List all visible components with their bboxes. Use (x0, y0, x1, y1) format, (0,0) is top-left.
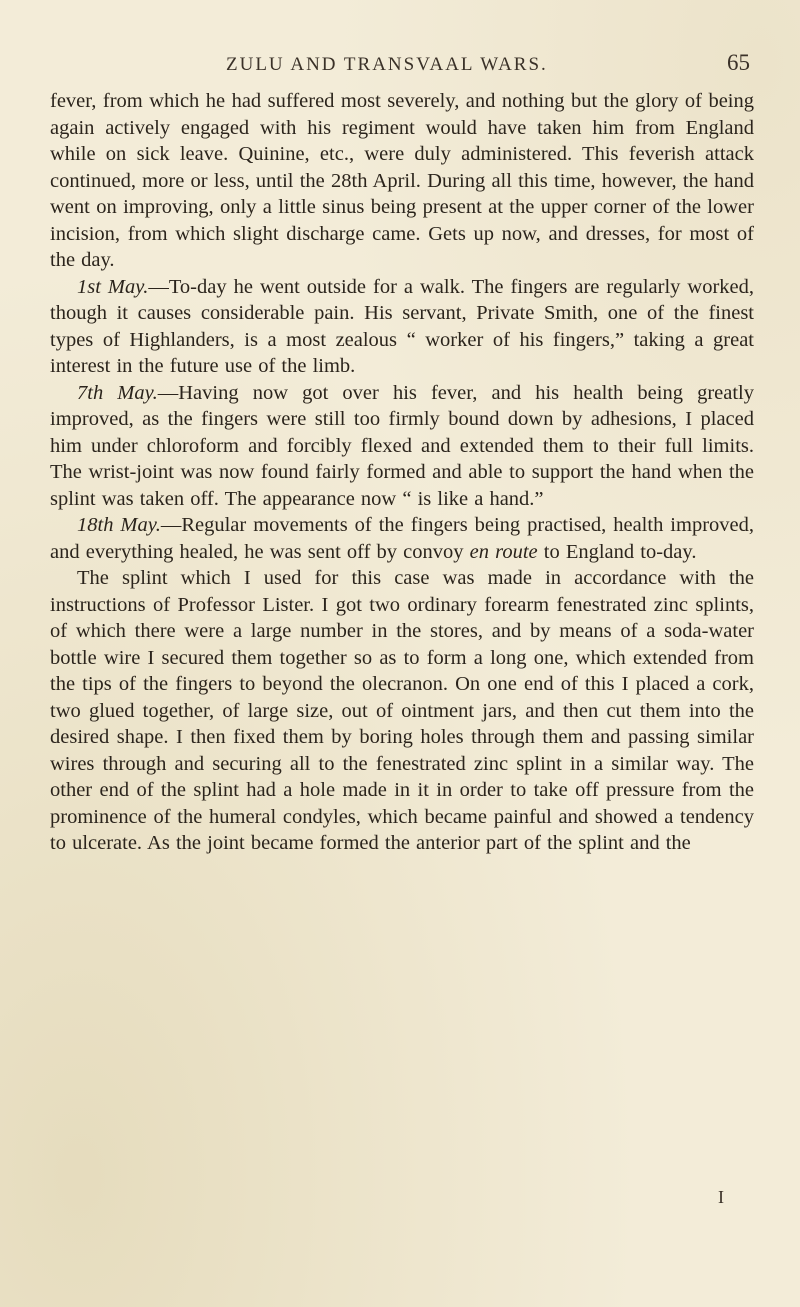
entry-date: 18th May. (77, 514, 161, 536)
paragraph-dated (50, 274, 754, 380)
entry-text: to England to-day. (537, 540, 697, 563)
entry-text: —Regular movements of the fingers being practised, health improved, and everything healed, he was sent off by convoy (50, 514, 754, 563)
paragraph: The splint which I used for this case was made in accordance with the instructions of Professor Lister. I got two ordinary forearm fenestrated zinc splints, of which there were a large number in the stores, and by means of a soda-water bottle wire I secured them together so as to form a long one, which extended from the tips of the fingers to beyond the olecranon. On one end of this I placed a cork, two glued together, of large size, out of ointment jars, and then cut them into the desired shape. I then fixed them by boring holes through them and passing similar wires through and securing all to the fenestrated zinc splint in a similar way. The other end of the splint had a hole made in it in order to take off pressure from the prominence of the humeral condyles, which became painful and showed a tendency to ulcerate. As the joint became formed the anterior part of the splint and the (50, 567, 754, 854)
paragraph-dated (50, 380, 754, 513)
entry-date: 7th May. (77, 381, 158, 404)
page-number: 65 (727, 50, 750, 75)
entry-date: 1st May. (77, 275, 149, 298)
entry-text: —To-day he went outside for a walk. The fingers are regularly worked, though it causes considerable pain. His servant, Private Smith, one of the finest types of Highlanders, is a most zealous “ worker of his fingers,” taking a great interest in the future use of the limb. (50, 275, 754, 377)
entry-text: —Having now got over his fever, and his health being greatly improved, as the fingers were still too firmly bound down by adhesions, I placed him under chloroform and forcibly flexed and extended them to their full limits. The wrist-joint was now found fairly formed and able to support the hand when the splint was taken off. The appearance now “ is like a hand.” (50, 381, 754, 510)
body-text (50, 88, 754, 857)
running-head (0, 50, 800, 80)
paragraph-dated (50, 512, 754, 565)
italic-phrase: en route (469, 540, 538, 563)
paragraph: fever, from which he had suffered most severely, and nothing but the glory of being again actively engaged with his regiment would have taken him from England while on sick leave. Quinine, etc., were duly administered. This feverish attack continued, more or less, until the 28th April. During all this time, however, the hand went on improving, only a little sinus being present at the upper corner of the lower incision, from which slight discharge came. Gets up now, and dresses, for most of the day. (50, 90, 754, 271)
signature-mark: I (718, 1187, 724, 1207)
running-title: ZULU AND TRANSVAAL WARS. (226, 54, 548, 75)
